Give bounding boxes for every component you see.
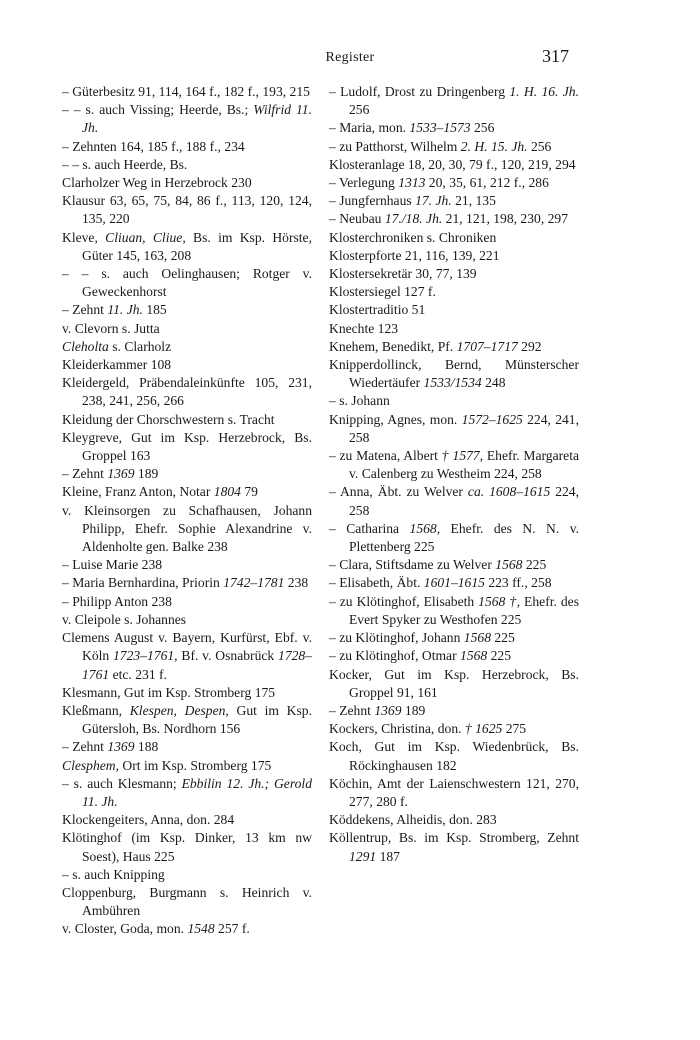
index-entry: – Güterbesitz 91, 114, 164 f., 182 f., 193, 215 [62,84,310,99]
index-entry: Klosterchroniken s. Chroniken [329,229,497,245]
index-entry: – zu Patthorst, Wilhelm 2. H. 15. Jh. 256 [329,138,552,154]
index-entry: v. Cleipole s. Johannes [62,611,187,627]
index-entry: – Jungfernhaus 17. Jh. 21, 135 [329,193,496,209]
index-entry: v. Clevorn s. Jutta [62,320,160,336]
index-entry: Kockers, Christina, don. † 1625 275 [329,721,527,737]
index-entry: Cleholta s. Clarholz [62,338,172,354]
index-entry: – s. auch Knipping [62,866,165,882]
index-entry: – zu Klötinghof, Otmar 1568 225 [329,648,511,664]
index-entry: – Philipp Anton 238 [62,593,172,609]
index-column-left [62,83,312,939]
index-entry: – zu Klötinghof, Elisabeth 1568 †, Ehefr. des Evert Spyker zu Westhofen 225 [329,593,579,627]
index-entry: Knechte 123 [329,320,399,336]
index-entry: – Catharina 1568, Ehefr. des N. N. v. Plettenberg 225 [329,520,580,555]
index-entry: Clarholzer Weg in Herzebrock 230 [62,175,252,191]
index-entry: – Zehnt 1369 188 [62,739,159,755]
index-entry: – – s. auch Heerde, Bs. [62,156,188,172]
index-entry: – Maria Bernhardina, Priorin 1742–1781 238 [62,575,309,591]
index-entry: – Zehnt 11. Jh. 185 [62,302,167,318]
index-entry: Klosteranlage 18, 20, 30, 79 f., 120, 219, 294 [329,156,576,172]
index-entry: – zu Klötinghof, Johann 1568 225 [329,630,515,646]
index-entry: Klockengeiters, Anna, don. 284 [62,812,235,828]
index-entry: Köchin, Amt der Laienschwestern 121, 270, 277, 280 f. [329,775,579,809]
index-entry: Kocker, Gut im Ksp. Herzebrock, Bs. Groppel 91, 161 [329,666,579,700]
index-entry: – Ludolf, Drost zu Dringenberg 1. H. 16. Jh. 256 [329,84,579,118]
index-entry: – s. Johann [329,393,390,409]
index-entry: – Neubau 17./18. Jh. 21, 121, 198, 230, 297 [329,211,569,227]
index-entry: – Elisabeth, Äbt. 1601–1615 223 ff., 258 [329,575,552,591]
index-entry: Clesphem, Ort im Ksp. Stromberg 175 [62,757,272,773]
index-entry: Klostersiegel 127 f. [329,284,436,300]
index-entry: v. Kleinsorgen zu Schafhausen, Johann Philipp, Ehefr. Sophie Alexandrine v. Aldenholte gen. Balke 238 [62,502,312,555]
index-entry: Klötinghof (im Ksp. Dinker, 13 km nw Soest), Haus 225 [62,830,312,864]
index-entry: Klosterpforte 21, 116, 139, 221 [329,247,500,263]
index-entry: – s. auch Klesmann; Ebbilin 12. Jh.; Gerold 11. Jh. [62,775,312,809]
index-entry: – Maria, mon. 1533–1573 256 [329,120,495,136]
index-entry: Kleve, Cliuan, Cliue, Bs. im Ksp. Hörste, Güter 145, 163, 208 [62,229,312,263]
index-entry: Koch, Gut im Ksp. Wiedenbrück, Bs. Röckinghausen 182 [329,739,579,773]
index-entry: Klostersekretär 30, 77, 139 [329,266,477,282]
index-entry: – Verlegung 1313 20, 35, 61, 212 f., 286 [329,175,549,191]
index-entry: Knipping, Agnes, mon. 1572–1625 224, 241, 258 [329,411,580,445]
index-entry: Kleßmann, Klespen, Despen, Gut im Ksp. Gütersloh, Bs. Nordhorn 156 [62,702,312,737]
index-entry: Clemens August v. Bayern, Kurfürst, Ebf. v. Köln 1723–1761, Bf. v. Osnabrück 1728–1761 etc. 231 f. [62,630,312,682]
index-entry: – Zehnt 1369 189 [329,702,426,718]
index-entry: Köddekens, Alheidis, don. 283 [329,812,497,828]
index-entry: Klausur 63, 65, 75, 84, 86 f., 113, 120, 124, 135, 220 [62,193,312,227]
running-title: Register [325,50,375,65]
index-entry: Knipperdollinck, Bernd, Münsterscher Wiedertäufer 1533/1534 248 [329,357,579,391]
index-entry: Kleidung der Chorschwestern s. Tracht [62,411,275,427]
index-entry: – zu Matena, Albert † 1577, Ehefr. Margareta v. Calenberg zu Westheim 224, 258 [329,448,580,482]
index-entry: v. Closter, Goda, mon. 1548 257 f. [62,921,250,937]
index-entry: Klostertraditio 51 [329,302,426,318]
index-entry: Cloppenburg, Burgmann s. Heinrich v. Ambühren [62,884,312,919]
index-entry: – Zehnten 164, 185 f., 188 f., 234 [62,138,245,154]
index-entry: – – s. auch Oelinghausen; Rotger v. Geweckenhorst [62,266,312,300]
index-entry: Köllentrup, Bs. im Ksp. Stromberg, Zehnt 1291 187 [329,830,579,864]
index-entry: Kleygreve, Gut im Ksp. Herzebrock, Bs. Groppel 163 [62,429,312,464]
index-column-right [329,83,579,866]
index-entry: – Anna, Äbt. zu Welver ca. 1608–1615 224, 258 [329,484,579,518]
index-entry: – Clara, Stiftsdame zu Welver 1568 225 [329,557,547,573]
index-entry: Kleiderkammer 108 [62,357,172,373]
index-entry: – – s. auch Vissing; Heerde, Bs.; Wilfrid 11. Jh. [62,102,312,136]
page-number: 317 [542,46,569,66]
index-entry: Knehem, Benedikt, Pf. 1707–1717 292 [329,338,542,354]
page-header [0,46,700,70]
index-entry: Klesmann, Gut im Ksp. Stromberg 175 [62,684,276,700]
index-entry: – Luise Marie 238 [62,557,163,573]
index-entry: Kleidergeld, Präbendaleinkünfte 105, 231, 238, 241, 256, 266 [62,375,312,409]
index-entry: – Zehnt 1369 189 [62,466,159,482]
index-entry: Kleine, Franz Anton, Notar 1804 79 [62,484,258,500]
